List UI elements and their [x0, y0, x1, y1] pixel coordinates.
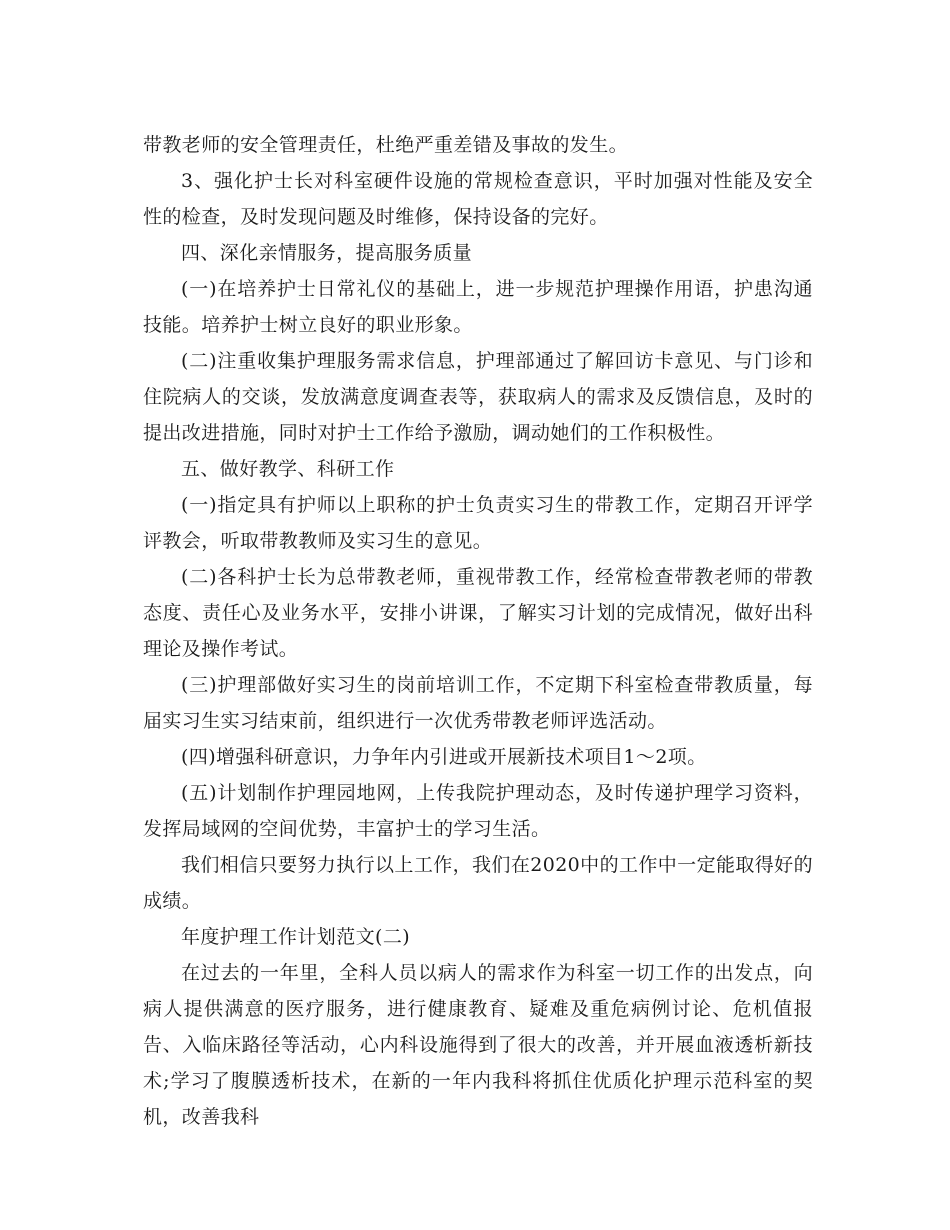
paragraph-5-2: (二)各科护士长为总带教老师，重视带教工作，经常检查带教老师的带教态度、责任心及业务水平，安排小讲课，了解实习计划的完成情况，做好出科理论及操作考试。: [143, 566, 813, 660]
paragraph-5-4: (四)增强科研意识，力争年内引进或开展新技术项目1～2项。: [181, 746, 707, 768]
paragraph-item-3: 3、强化护士长对科室硬件设施的常规检查意识，平时加强对性能及安全性的检查，及时发现问题及时维修，保持设备的完好。: [143, 170, 813, 228]
paragraph-conclusion: 我们相信只要努力执行以上工作，我们在2020中的工作中一定能取得好的成绩。: [143, 854, 813, 912]
paragraph-5-1: (一)指定具有护师以上职称的护士负责实习生的带教工作，定期召开评学评教会，听取带教教师及实习生的意见。: [143, 494, 813, 552]
section-heading-sample-2: 年度护理工作计划范文(二): [181, 926, 411, 948]
paragraph-5-5: (五)计划制作护理园地网，上传我院护理动态，及时传递护理学习资料，发挥局域网的空间优势，丰富护士的学习生活。: [143, 782, 813, 840]
paragraph-4-2: (二)注重收集护理服务需求信息，护理部通过了解回访卡意见、与门诊和住院病人的交谈，发放满意度调查表等，获取病人的需求及反馈信息，及时的提出改进措施，同时对护士工作给予激励，调动她们的工作积极性。: [143, 350, 813, 444]
paragraph-5-3: (三)护理部做好实习生的岗前培训工作，不定期下科室检查带教质量，每届实习生实习结束前，组织进行一次优秀带教老师评选活动。: [143, 674, 813, 732]
paragraph-sample-2-intro: 在过去的一年里，全科人员以病人的需求作为科室一切工作的出发点，向病人提供满意的医疗服务，进行健康教育、疑难及重危病例讨论、危机值报告、入临床路径等活动，心内科设施得到了很大的改善，并开展血液透析新技术;学习了腹膜透析技术，在新的一年内我科将抓住优质化护理示范科室的契机，改善我科: [143, 962, 813, 1128]
paragraph-4-1: (一)在培养护士日常礼仪的基础上，进一步规范护理操作用语，护患沟通技能。培养护士树立良好的职业形象。: [143, 278, 813, 336]
document-body: [143, 127, 813, 1135]
section-heading-5: 五、做好教学、科研工作: [181, 458, 395, 480]
section-heading-4: 四、深化亲情服务，提高服务质量: [181, 242, 473, 264]
paragraph-continuation: 带教老师的安全管理责任，杜绝严重差错及事故的发生。: [143, 134, 629, 156]
